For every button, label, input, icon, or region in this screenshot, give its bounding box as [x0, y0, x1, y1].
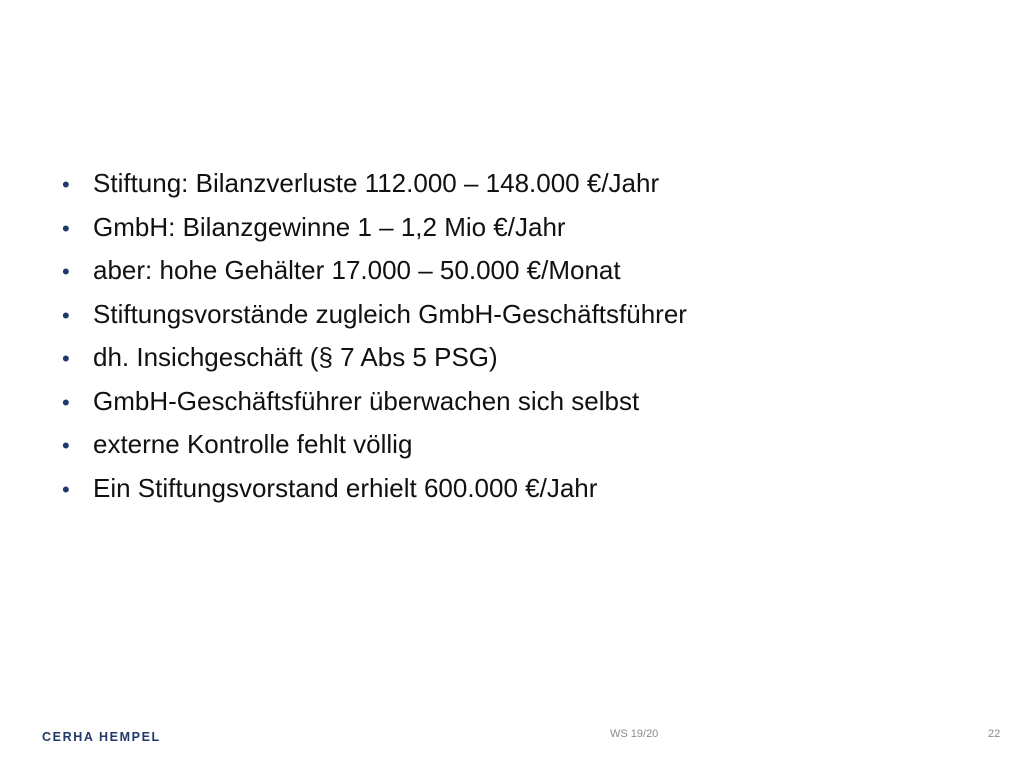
bullet-text: GmbH: Bilanzgewinne 1 – 1,2 Mio €/Jahr	[93, 211, 566, 242]
footer-semester: WS 19/20	[610, 728, 659, 740]
bullet-text: Ein Stiftungsvorstand erhielt 600.000 €/Jahr	[93, 472, 598, 503]
page-number: 22	[988, 728, 1001, 740]
bullet-icon: •	[62, 476, 70, 502]
list-item	[62, 168, 687, 212]
bullet-icon: •	[62, 302, 70, 328]
footer-logo: CERHA HEMPEL	[42, 730, 161, 744]
bullet-text: aber: hohe Gehälter 17.000 – 50.000 €/Monat	[93, 255, 621, 285]
bullet-icon: •	[62, 389, 70, 415]
bullet-text: GmbH-Geschäftsführer überwachen sich selbst	[93, 385, 640, 416]
bullet-icon: •	[62, 215, 70, 241]
list-item	[62, 342, 687, 386]
bullet-text: Stiftung: Bilanzverluste 112.000 – 148.000 €/Jahr	[93, 168, 660, 198]
bullet-text: externe Kontrolle fehlt völlig	[93, 429, 413, 459]
bullet-icon: •	[62, 346, 70, 371]
bullet-icon: •	[62, 259, 70, 284]
list-item	[62, 255, 687, 299]
list-item	[62, 429, 687, 473]
list-item	[62, 473, 687, 517]
bullet-text: dh. Insichgeschäft (§ 7 Abs 5 PSG)	[93, 342, 498, 372]
list-item	[62, 212, 687, 256]
list-item	[62, 299, 687, 343]
bullet-icon: •	[62, 172, 70, 197]
bullet-icon: •	[62, 433, 70, 458]
bullet-text: Stiftungsvorstände zugleich GmbH-Geschäftsführer	[93, 298, 687, 329]
bullet-list	[62, 168, 687, 516]
list-item	[62, 386, 687, 430]
